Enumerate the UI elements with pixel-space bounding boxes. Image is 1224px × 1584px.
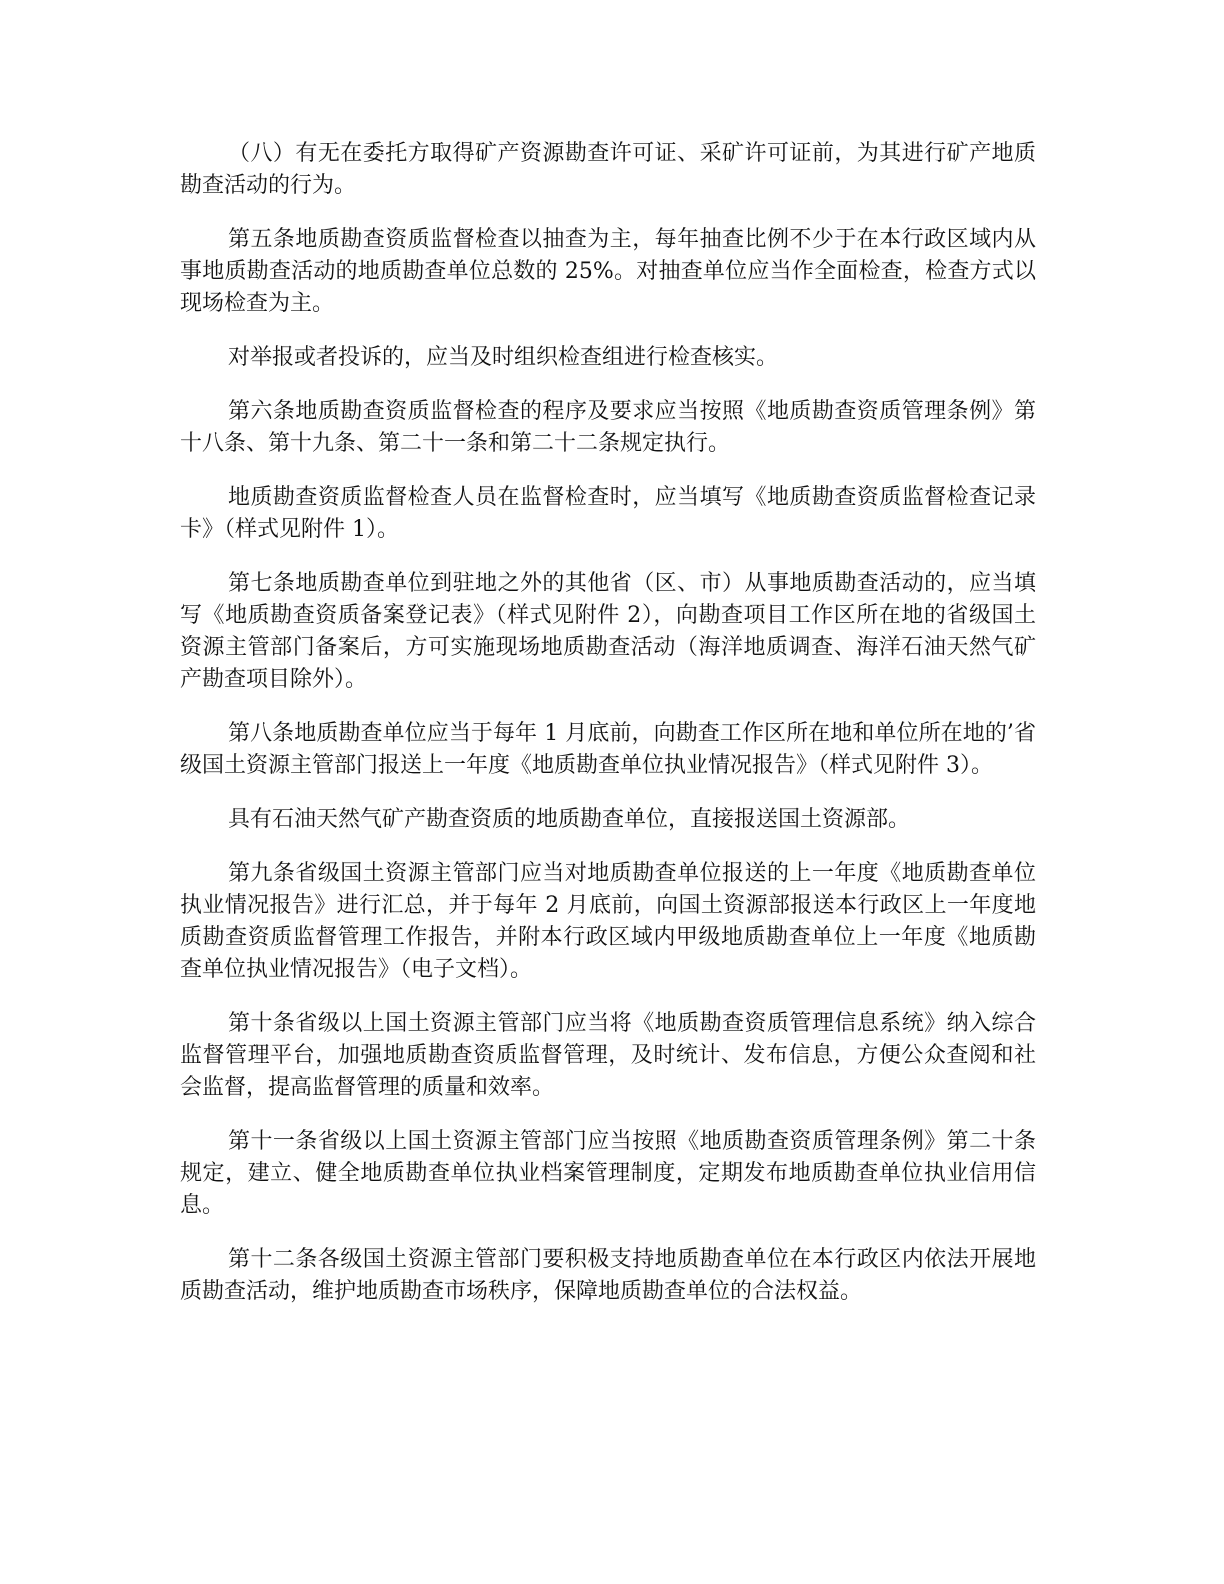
paragraph-item-8: （八）有无在委托方取得矿产资源勘查许可证、采矿许可证前，为其进行矿产地质勘查活动的行为。 (180, 141, 1036, 198)
article-12-paragraph: 第十二条各级国土资源主管部门要积极支持地质勘查单位在本行政区内依法开展地质勘查活动，维护地质勘查市场秩序，保障地质勘查单位的合法权益。 (180, 1247, 1036, 1304)
article-9-paragraph: 第九条省级国土资源主管部门应当对地质勘查单位报送的上一年度《地质勘查单位执业情况报告》进行汇总，并于每年 2 月底前，向国土资源部报送本行政区上一年度地质勘查资质监督管理工作报告，并附本行政区域内甲级地质勘查单位上一年度《地质勘查单位执业情况报告》（电子文档）。 (180, 861, 1036, 982)
article-5-paragraph: 第五条地质勘查资质监督检查以抽查为主，每年抽查比例不少于在本行政区域内从事地质勘查活动的地质勘查单位总数的 25%。对抽查单位应当作全面检查，检查方式以现场检查为主。 (180, 227, 1036, 316)
article-10-paragraph: 第十条省级以上国土资源主管部门应当将《地质勘查资质管理信息系统》纳入综合监督管理平台，加强地质勘查资质监督管理，及时统计、发布信息，方便公众查阅和社会监督，提高监督管理的质量和效率。 (180, 1011, 1036, 1100)
article-6-record-card-paragraph: 地质勘查资质监督检查人员在监督检查时，应当填写《地质勘查资质监督检查记录卡》（样式见附件 1）。 (180, 485, 1036, 542)
document-body (180, 138, 1036, 1330)
article-8-paragraph: 第八条地质勘查单位应当于每年 1 月底前，向勘查工作区所在地和单位所在地的’省级国土资源主管部门报送上一年度《地质勘查单位执业情况报告》（样式见附件 3）。 (180, 721, 1036, 778)
article-8-petroleum-paragraph: 具有石油天然气矿产勘查资质的地质勘查单位，直接报送国土资源部。 (228, 807, 911, 832)
article-11-paragraph: 第十一条省级以上国土资源主管部门应当按照《地质勘查资质管理条例》第二十条规定，建立、健全地质勘查单位执业档案管理制度，定期发布地质勘查单位执业信用信息。 (180, 1129, 1036, 1218)
article-7-paragraph: 第七条地质勘查单位到驻地之外的其他省（区、市）从事地质勘查活动的，应当填写《地质勘查资质备案登记表》（样式见附件 2），向勘查项目工作区所在地的省级国土资源主管部门备案后，方可实施现场地质勘查活动（海洋地质调查、海洋石油天然气矿产勘查项目除外）。 (180, 571, 1036, 692)
article-6-paragraph: 第六条地质勘查资质监督检查的程序及要求应当按照《地质勘查资质管理条例》第十八条、第十九条、第二十一条和第二十二条规定执行。 (180, 399, 1036, 456)
article-5-report-paragraph: 对举报或者投诉的，应当及时组织检查组进行检查核实。 (228, 345, 779, 370)
